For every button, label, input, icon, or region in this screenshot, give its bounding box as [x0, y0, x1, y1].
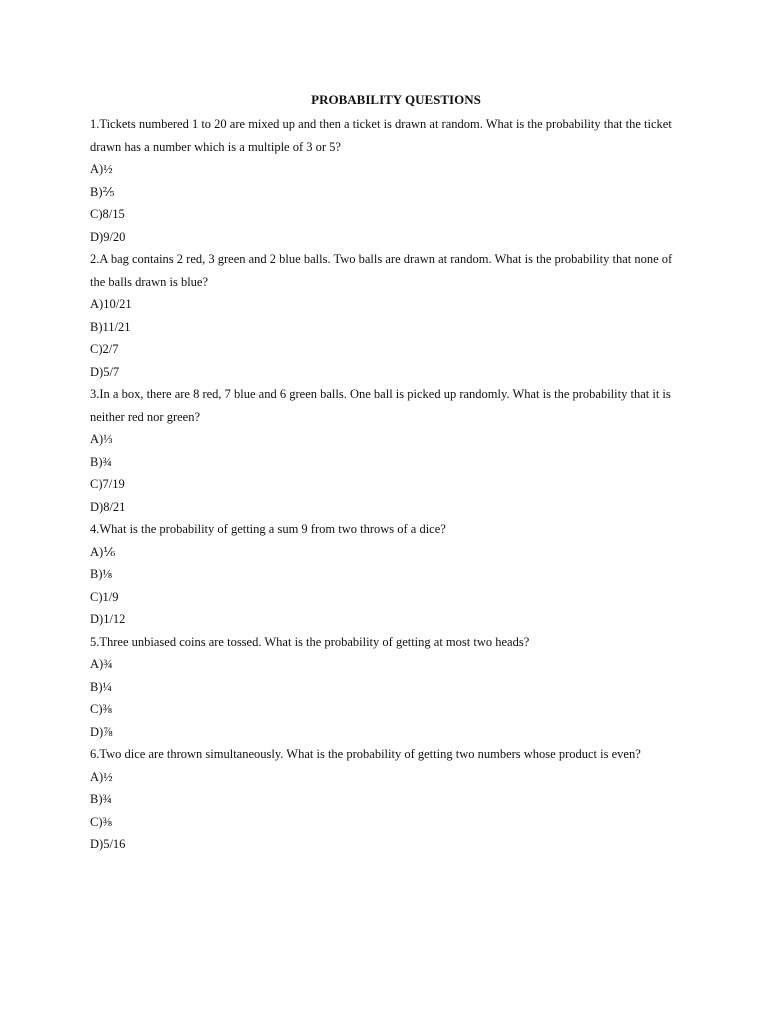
question-6-text: 6.Two dice are thrown simultaneously. What is the probability of getting two numbers whose product is even?: [90, 747, 641, 761]
question-4-option-b: B)⅛: [90, 567, 112, 581]
question-1: [90, 113, 690, 248]
question-3-option-b: B)¾: [90, 454, 112, 469]
question-2-option-d: D)5/7: [90, 364, 120, 379]
question-3-option-a: A)⅓: [90, 432, 113, 446]
question-4-text: 4.What is the probability of getting a sum 9 from two throws of a dice?: [90, 522, 446, 536]
question-3: [90, 383, 690, 518]
question-6-option-a: A)½: [90, 769, 113, 784]
question-6: [90, 743, 690, 856]
question-1-text: 1.Tickets numbered 1 to 20 are mixed up and then a ticket is drawn at random. What is the probability that the ticket drawn has a number which is a multiple of 3 or 5?: [90, 117, 672, 154]
question-6-option-c: C)⅜: [90, 814, 112, 829]
question-4-option-c: C)1/9: [90, 589, 119, 604]
question-6-option-b: B)¾: [90, 792, 112, 806]
question-1-option-b: B)⅖: [90, 184, 115, 199]
question-2: [90, 248, 690, 383]
question-5-option-b: B)¼: [90, 679, 112, 694]
question-5-text: 5.Three unbiased coins are tossed. What is the probability of getting at most two heads?: [90, 634, 530, 649]
question-1-option-a: A)½: [90, 162, 113, 176]
question-1-option-d: D)9/20: [90, 229, 126, 244]
question-2-option-c: C)2/7: [90, 342, 119, 356]
question-3-option-d: D)8/21: [90, 499, 126, 514]
question-2-option-a: A)10/21: [90, 297, 132, 311]
question-4-option-a: A)⅙: [90, 544, 116, 559]
question-5: [90, 631, 690, 744]
question-2-text: 2.A bag contains 2 red, 3 green and 2 blue balls. Two balls are drawn at random. What is the probability that none of the balls drawn is blue?: [90, 252, 673, 289]
document-title: PROBABILITY QUESTIONS: [311, 92, 481, 107]
question-6-option-d: D)5/16: [90, 837, 126, 851]
question-3-text: 3.In a box, there are 8 red, 7 blue and 6 green balls. One ball is picked up randomly. What is the probability that it is neither red nor green?: [90, 387, 671, 424]
question-3-option-c: C)7/19: [90, 477, 125, 491]
question-5-option-a: A)¾: [90, 657, 113, 671]
document-page: [90, 91, 690, 856]
question-5-option-d: D)⅞: [90, 724, 113, 739]
question-4-option-d: D)1/12: [90, 612, 126, 626]
question-5-option-c: C)⅜: [90, 702, 112, 716]
question-2-option-b: B)11/21: [90, 319, 131, 334]
question-4: [90, 518, 690, 631]
question-1-option-c: C)8/15: [90, 207, 125, 221]
